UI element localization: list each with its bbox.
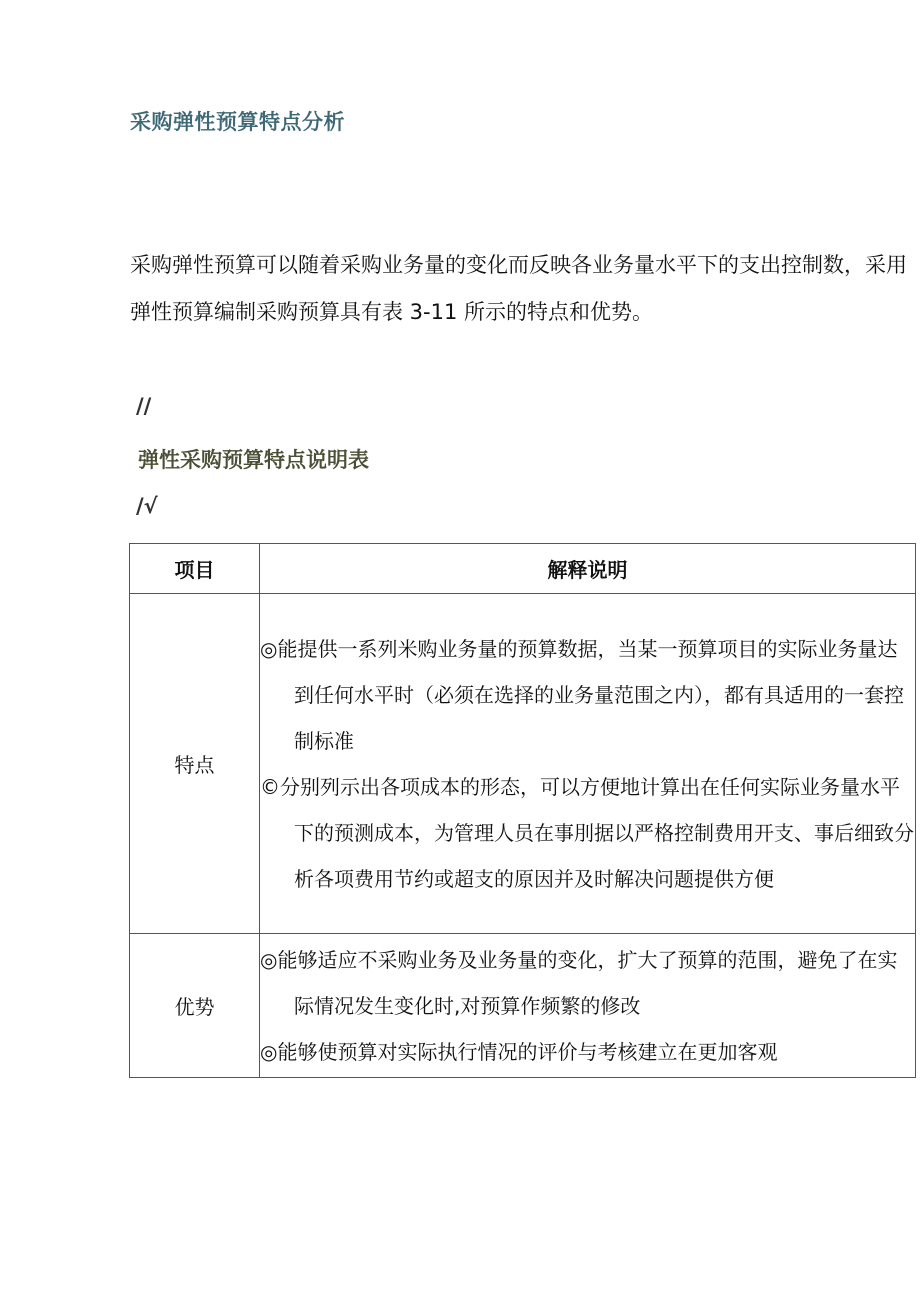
slash-mark-top: // bbox=[136, 394, 152, 418]
bullet-item: ◎能够使预算对实际执行情况的评价与考核建立在更加客观 bbox=[260, 1039, 778, 1064]
bullet-item: ◎能够适应不采购业务及业务量的变化，扩大了预算的范围，避免了在实际情况发生变化时,对预算作频繁的修改 bbox=[260, 947, 898, 1018]
row-label-feature: 特点 bbox=[130, 594, 260, 934]
table-title: 弹性采购预算特点说明表 bbox=[138, 448, 369, 472]
table-header-row bbox=[130, 544, 916, 594]
table-row bbox=[130, 594, 916, 934]
row-description-advantage bbox=[260, 934, 916, 1078]
bullet-item: ◎能提供一系列米购业务量的预算数据，当某一预算项目的实际业务量达到任何水平时（必须在选择的业务量范围之内），都有具适用的一套控制标准 bbox=[260, 636, 904, 753]
document-title: 采购弹性预算特点分析 bbox=[130, 110, 345, 134]
row-label-advantage: 优势 bbox=[130, 934, 260, 1078]
intro-paragraph: 采购弹性预算可以随着采购业务量的变化而反映各业务量水平下的支出控制数，采用弹性预算编制采购预算具有表 3-11 所示的特点和优势。 bbox=[130, 253, 907, 324]
row-description-feature bbox=[260, 594, 916, 934]
bullet-item: ©分别列示出各项成本的形态，可以方便地计算出在任何实际业务量水平下的预测成本，为管理人员在事刖据以严格控制费用开支、事后细致分析各项费用节约或超支的原因并及时解决问题提供方便 bbox=[260, 774, 914, 891]
feature-table bbox=[129, 543, 916, 1078]
slash-check-mark: /√ bbox=[136, 494, 158, 518]
table-row bbox=[130, 934, 916, 1078]
header-description: 解释说明 bbox=[260, 544, 916, 594]
header-item: 项目 bbox=[130, 544, 260, 594]
